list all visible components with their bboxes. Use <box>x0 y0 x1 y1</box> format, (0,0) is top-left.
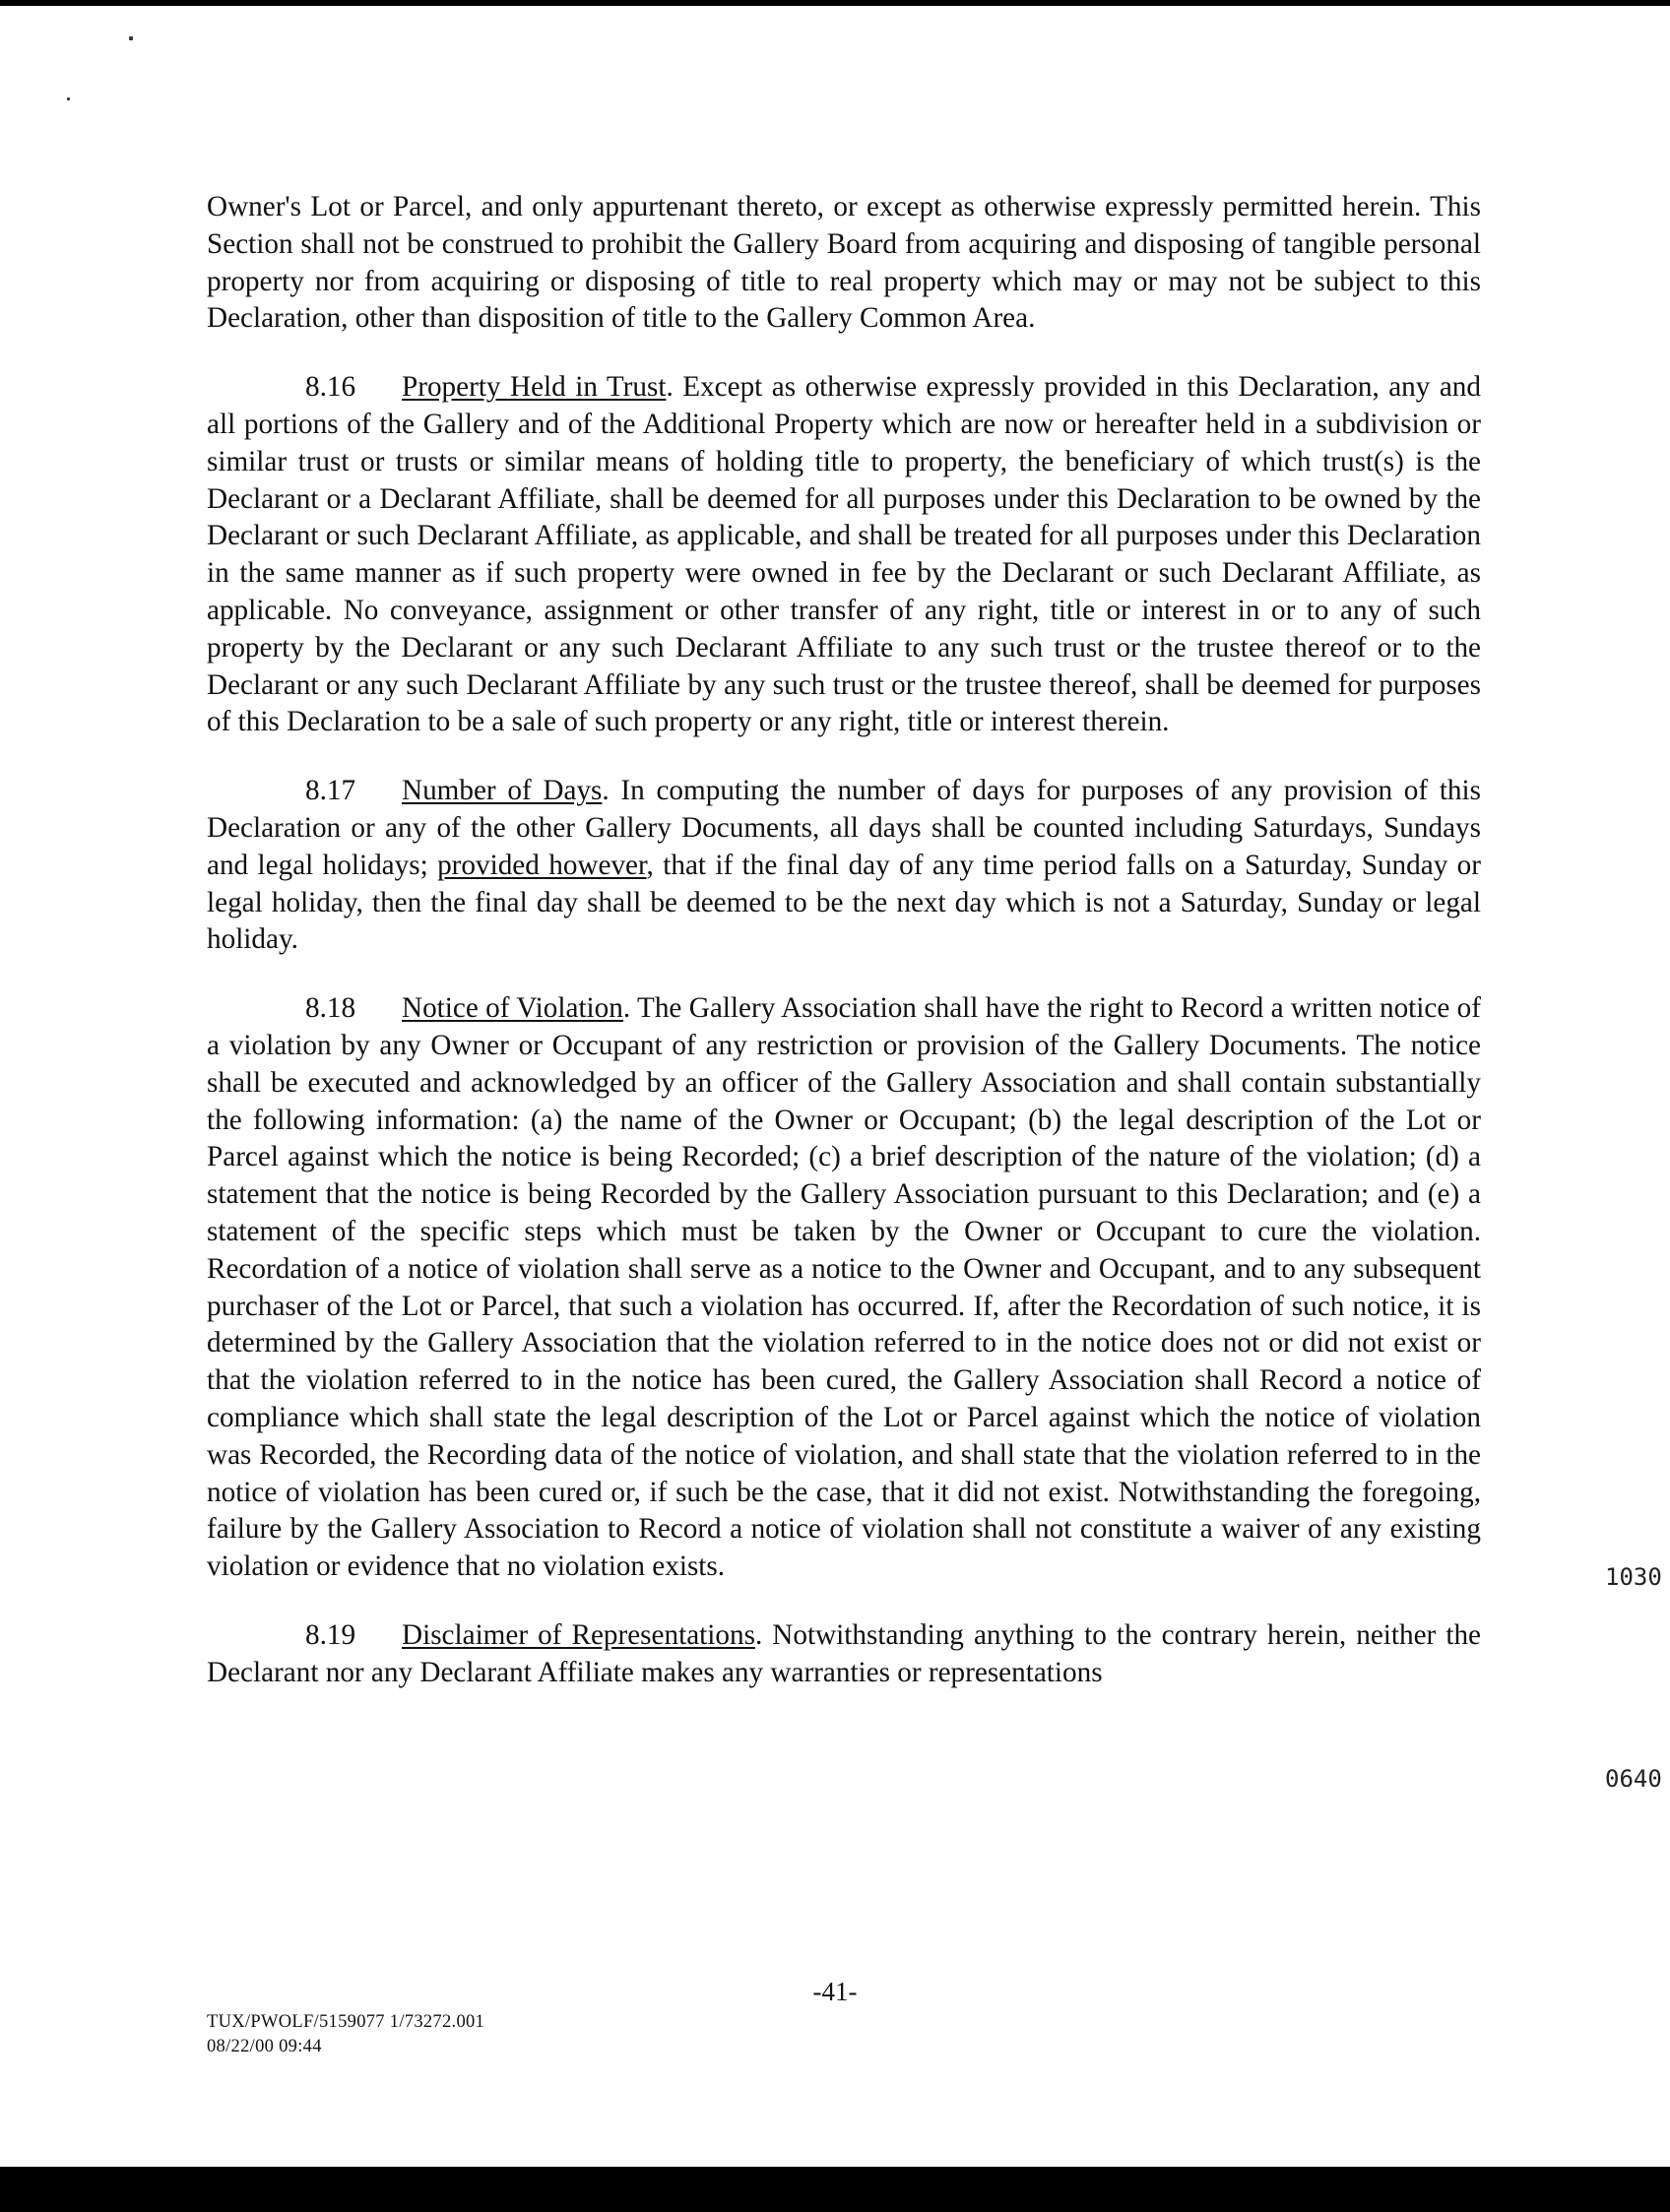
page-number: -41- <box>812 1977 858 2006</box>
section-8-17: 8.17 Number of Days. In computing the number of days for purposes of any provision of this Declaration or any of the other Gallery Documents, all days shall be counted including Saturdays, Sundays and legal holidays; provided however, that if the final day of any time period falls on a Saturday, Sunday or legal holiday, then the final day shall be deemed to be the next day which is not a Saturday, Sunday or legal holiday. <box>207 775 1481 956</box>
section-text-continued: , that if the final day of any time period falls on a Saturday, Sunday or legal holiday, then the final day shall be deemed to be the next day which is not a Saturday, Sunday or legal holiday. <box>207 849 1481 956</box>
section-text: Notwithstanding anything to the contrary herein, neither the Declarant nor any Declarant Affiliate makes any warranties or representations <box>207 1618 1481 1688</box>
scan-speck <box>129 36 133 40</box>
scan-speck <box>67 97 70 100</box>
section-text: In computing the number of days for purposes of any provision of this Declaration or any of the other Gallery Documents, all days shall be counted including Saturdays, Sundays and legal holidays; <box>207 775 1481 881</box>
margin-stamp-part1: 1030 <box>1605 1563 1662 1591</box>
footer-timestamp: 08/22/00 09:44 <box>207 2037 322 2056</box>
section-8-19: 8.19 Disclaimer of Representations. Notwithstanding anything to the contrary herein, neither the Declarant nor any Declarant Affiliate makes any warranties or representations <box>207 1618 1481 1688</box>
section-text: Except as otherwise expressly provided in this Declaration, any and all portions of the Gallery and of the Additional Property which are now or hereafter held in a subdivision or similar trust or trusts or similar means of holding title to property, the beneficiary of which trust(s) is the Declarant or a Declarant Affiliate, shall be deemed for all purposes under this Declaration to be owned by the Declarant or such Declarant Affiliate, as applicable, and shall be treated for all purposes under this Declaration in the same manner as if such property were owned in fee by the Declarant or such Declarant Affiliate, as applicable. No conveyance, assignment or other transfer of any right, title or interest in or to any of such property by the Declarant or any such Declarant Affiliate to any such trust or the trustee thereof or to the Declarant or any such Declarant Affiliate by any such trust or the trustee thereof, shall be deemed for purposes of this Declaration to be a sale of such property or any right, title or interest therein. <box>207 371 1481 738</box>
scan-top-border <box>0 0 1670 6</box>
margin-stamp-part2: 0640 <box>1605 1765 1662 1793</box>
footer-doc-id: TUX/PWOLF/5159077 1/73272.001 <box>207 2012 485 2032</box>
section-text: The Gallery Association shall have the right to Record a written notice of a violation by any Owner or Occupant of any restriction or provision of the Gallery Documents. The notice shall be executed and acknowledged by an officer of the Gallery Association and shall contain substantially the following information: (a) the name of the Owner or Occupant; (b) the legal description of the Lot or Parcel against which the notice is being Recorded; (c) a brief description of the nature of the violation; (d) a statement that the notice is being Recorded by the Gallery Association pursuant to this Declaration; and (e) a statement of the specific steps which must be taken by the Owner or Occupant to cure the violation. Recordation of a notice of violation shall serve as a notice to the Owner and Occupant, and to any subsequent purchaser of the Lot or Parcel, that such a violation has occurred. If, after the Recordation of such notice, it is determined by the Gallery Association that the violation referred to in the notice does not or did not exist or that the violation referred to in the notice has been cured, the Gallery Association shall Record a notice of compliance which shall state the legal description of the Lot or Parcel against which the notice of violation was Recorded, the Recording data of the notice of violation, and shall state that the violation referred to in the notice of violation has been cured or, if such be the case, that it did not exist. Notwithstanding the foregoing, failure by the Gallery Association to Record a notice of violation shall not constitute a waiver of any existing violation or evidence that no violation exists. <box>207 992 1481 1583</box>
underlined-phrase: provided however <box>437 849 647 881</box>
document-body <box>207 189 1481 1691</box>
paragraph-continuation: Owner's Lot or Parcel, and only appurtenant thereto, or except as otherwise expressly permitted herein. This Section shall not be construed to prohibit the Gallery Board from acquiring and disposing of tangible personal property nor from acquiring or disposing of title to real property which may or may not be subject to this Declaration, other than disposition of title to the Gallery Common Area. <box>207 191 1481 335</box>
section-number: 8.18 <box>305 992 356 1025</box>
section-title: Disclaimer of Representations <box>402 1618 755 1651</box>
section-title: Property Held in Trust <box>402 371 667 404</box>
section-title: Number of Days <box>402 775 603 807</box>
section-8-16: 8.16 Property Held in Trust. Except as otherwise expressly provided in this Declaration, any and all portions of the Gallery and of the Additional Property which are now or hereafter held in a subdivision or similar trust or trusts or similar means of holding title to property, the beneficiary of which trust(s) is the Declarant or a Declarant Affiliate, shall be deemed for all purposes under this Declaration to be owned by the Declarant or such Declarant Affiliate, as applicable, and shall be treated for all purposes under this Declaration in the same manner as if such property were owned in fee by the Declarant or such Declarant Affiliate, as applicable. No conveyance, assignment or other transfer of any right, title or interest in or to any of such property by the Declarant or any such Declarant Affiliate to any such trust or the trustee thereof or to the Declarant or any such Declarant Affiliate by any such trust or the trustee thereof, shall be deemed for purposes of this Declaration to be a sale of such property or any right, title or interest therein. <box>207 371 1481 738</box>
document-footer <box>207 2010 484 2059</box>
scan-bottom-border <box>0 2167 1670 2212</box>
section-number: 8.19 <box>305 1618 356 1651</box>
section-number: 8.17 <box>305 775 356 807</box>
section-8-18: 8.18 Notice of Violation. The Gallery Association shall have the right to Record a written notice of a violation by any Owner or Occupant of any restriction or provision of the Gallery Documents. The notice shall be executed and acknowledged by an officer of the Gallery Association and shall contain substantially the following information: (a) the name of the Owner or Occupant; (b) the legal description of the Lot or Parcel against which the notice is being Recorded; (c) a brief description of the nature of the violation; (d) a statement that the notice is being Recorded by the Gallery Association pursuant to this Declaration; and (e) a statement of the specific steps which must be taken by the Owner or Occupant to cure the violation. Recordation of a notice of violation shall serve as a notice to the Owner and Occupant, and to any subsequent purchaser of the Lot or Parcel, that such a violation has occurred. If, after the Recordation of such notice, it is determined by the Gallery Association that the violation referred to in the notice does not or did not exist or that the violation referred to in the notice has been cured, the Gallery Association shall Record a notice of compliance which shall state the legal description of the Lot or Parcel against which the notice of violation was Recorded, the Recording data of the notice of violation, and shall state that the violation referred to in the notice of violation has been cured or, if such be the case, that it did not exist. Notwithstanding the foregoing, failure by the Gallery Association to Record a notice of violation shall not constitute a waiver of any existing violation or evidence that no violation exists. <box>207 992 1481 1583</box>
section-number: 8.16 <box>305 371 356 404</box>
section-title: Notice of Violation <box>402 992 623 1025</box>
